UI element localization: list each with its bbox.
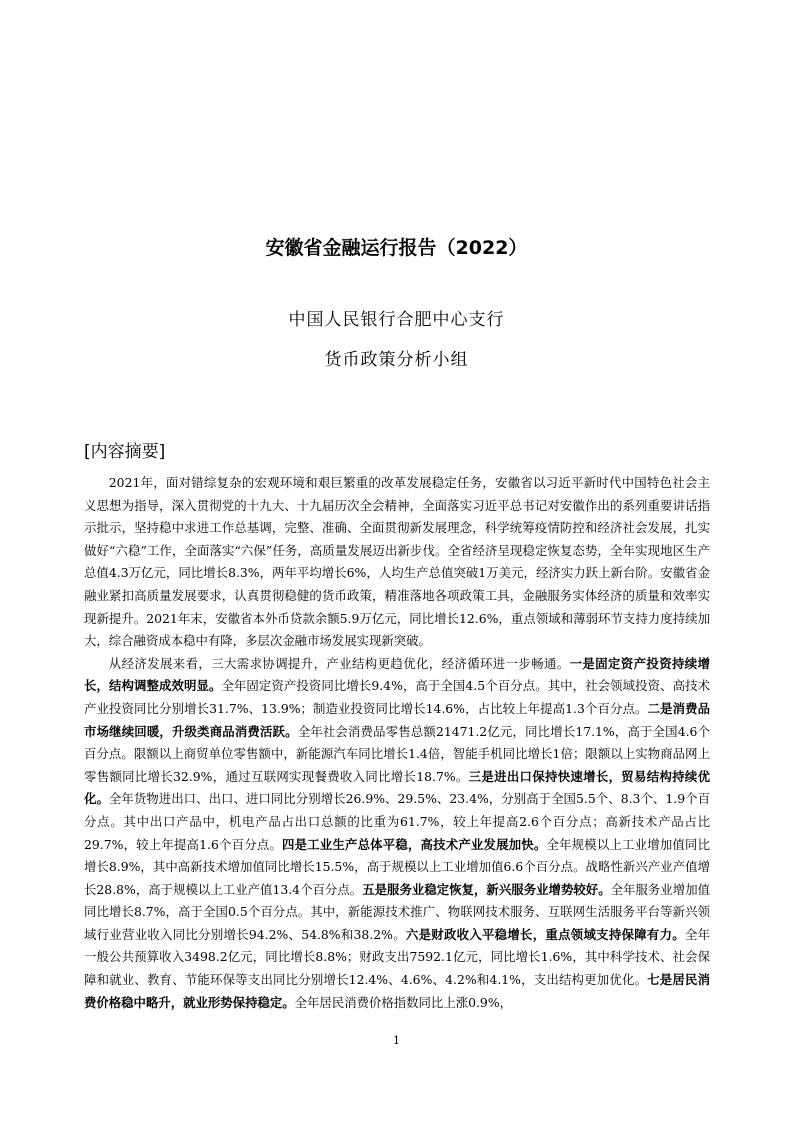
author-organization: 中国人民银行合肥中心支行 (288, 310, 505, 330)
point-3-heading: 三是进出口保持快速增长，贸易结构持续优化。 (84, 768, 710, 807)
point-4-heading: 四是工业生产总体平稳，高技术产业发展加快。 (282, 836, 547, 852)
section-heading: [内容摘要] (84, 442, 166, 462)
point-7-text: 全年居民消费价格指数同比上涨0.9%， (294, 994, 512, 1010)
point-1-text: 全年固定资产投资同比增长9.4%，高于全国4.5个百分点。其中，社会领域投资、高技术产业投资同比分别增长31.7%、13.9%；制造业投资同比增长14.6%，占比较上年提高1.3个百分点。 (84, 678, 711, 716)
author-team: 货币政策分析小组 (324, 350, 469, 370)
point-1-heading: 一是固定资产投资持续增长，结构调整成效明显。 (84, 655, 711, 694)
paragraph-intro: 从经济发展来看，三大需求协调提升，产业结构更趋优化，经济循环进一步畅通。 (108, 655, 570, 671)
summary-paragraph-1: 2021年，面对错综复杂的宏观环境和艰巨繁重的改革发展稳定任务，安徽省以习近平新时代中国特色社会主义思想为指导，深入贯彻党的十九大、十九届历次全会精神，全面落实习近平总书记对安徽作出的系列重要讲话指示批示，坚持稳中求进工作总基调，完整、准确、全面贯彻新发展理念，科学统筹疫情防控和经济社会发展，扎实做好“六稳”工作，全面落实“六保”任务，高质量发展迈出新步伐。全省经济呈现稳定恢复态势，全年实现地区生产总值4.3万亿元，同比增长8.3%，两年平均增长6%，人均生产总值突破1万美元，经济实力跃上新台阶。安徽省金融业紧扣高质量发展要求，认真贯彻稳健的货币政策，精准落地各项政策工具，金融服务实体经济的质量和效率实现新提升。2021年末，安徽省本外币贷款余额5.9万亿元，同比增长12.6%，重点领域和薄弱环节支持力度持续加大，综合融资成本稳中有降，多层次金融市场发展实现新突破。 (84, 475, 710, 649)
point-6-heading: 六是财政收入平稳增长，重点领域支持保障有力。 (405, 926, 685, 942)
point-5-heading: 五是服务业稳定恢复，新兴服务业增势较好。 (362, 881, 611, 897)
point-6-text: 全年一般公共预算收入3498.2亿元，同比增长8.8%；财政支出7592.1亿元，同比增长1.6%，其中科学技术、社会保障和就业、教育、节能环保等支出同比分别增长12.4%、4.6%、4.2%和4.1%，支出结构更加优化。 (84, 926, 711, 988)
point-4-text: 全年规模以上工业增加值同比增长8.9%，其中高新技术增加值同比增长15.5%，高于规模以上工业增加值6.6个百分点。战略性新兴产业产值增长28.8%，高于规模以上工业产值13.4个百分点。 (84, 836, 710, 897)
summary-body (84, 472, 710, 1014)
point-7-heading: 七是居民消费价格稳中略升，就业形势保持稳定。 (84, 972, 710, 1010)
point-2-heading: 二是消费品市场继续回暖，升级类商品消费活跃。 (84, 700, 711, 739)
point-3-text: 全年货物进出口、出口、进口同比分别增长26.9%、29.5%、23.4%，分别高于全国5.5个、8.3个、1.9个百分点。其中出口产品中，机电产品占出口总额的比重为61.7%，较上年提高2.6个百分点；高新技术产品占比29.7%，较上年提高1.6个百分点。 (84, 791, 711, 852)
point-5-text: 全年服务业增加值同比增长8.7%，高于全国0.5个百分点。其中，新能源技术推广、物联网技术服务、互联网生活服务平台等新兴领域行业营业收入同比分别增长94.2%、54.8%和38.2%。 (84, 881, 711, 942)
document-title: 安徽省金融运行报告（2022） (265, 237, 528, 259)
summary-paragraph-2 (84, 653, 710, 1015)
page-number: 1 (393, 1034, 400, 1047)
point-2-text: 全年社会消费品零售总额21471.2亿元，同比增长17.1%，高于全国4.6个百分点。限额以上商贸单位零售额中，新能源汽车同比增长1.4倍，智能手机同比增长1倍；限额以上实物商品网上零售额同比增长32.9%，通过互联网实现餐费收入同比增长18.7%。 (84, 723, 711, 784)
